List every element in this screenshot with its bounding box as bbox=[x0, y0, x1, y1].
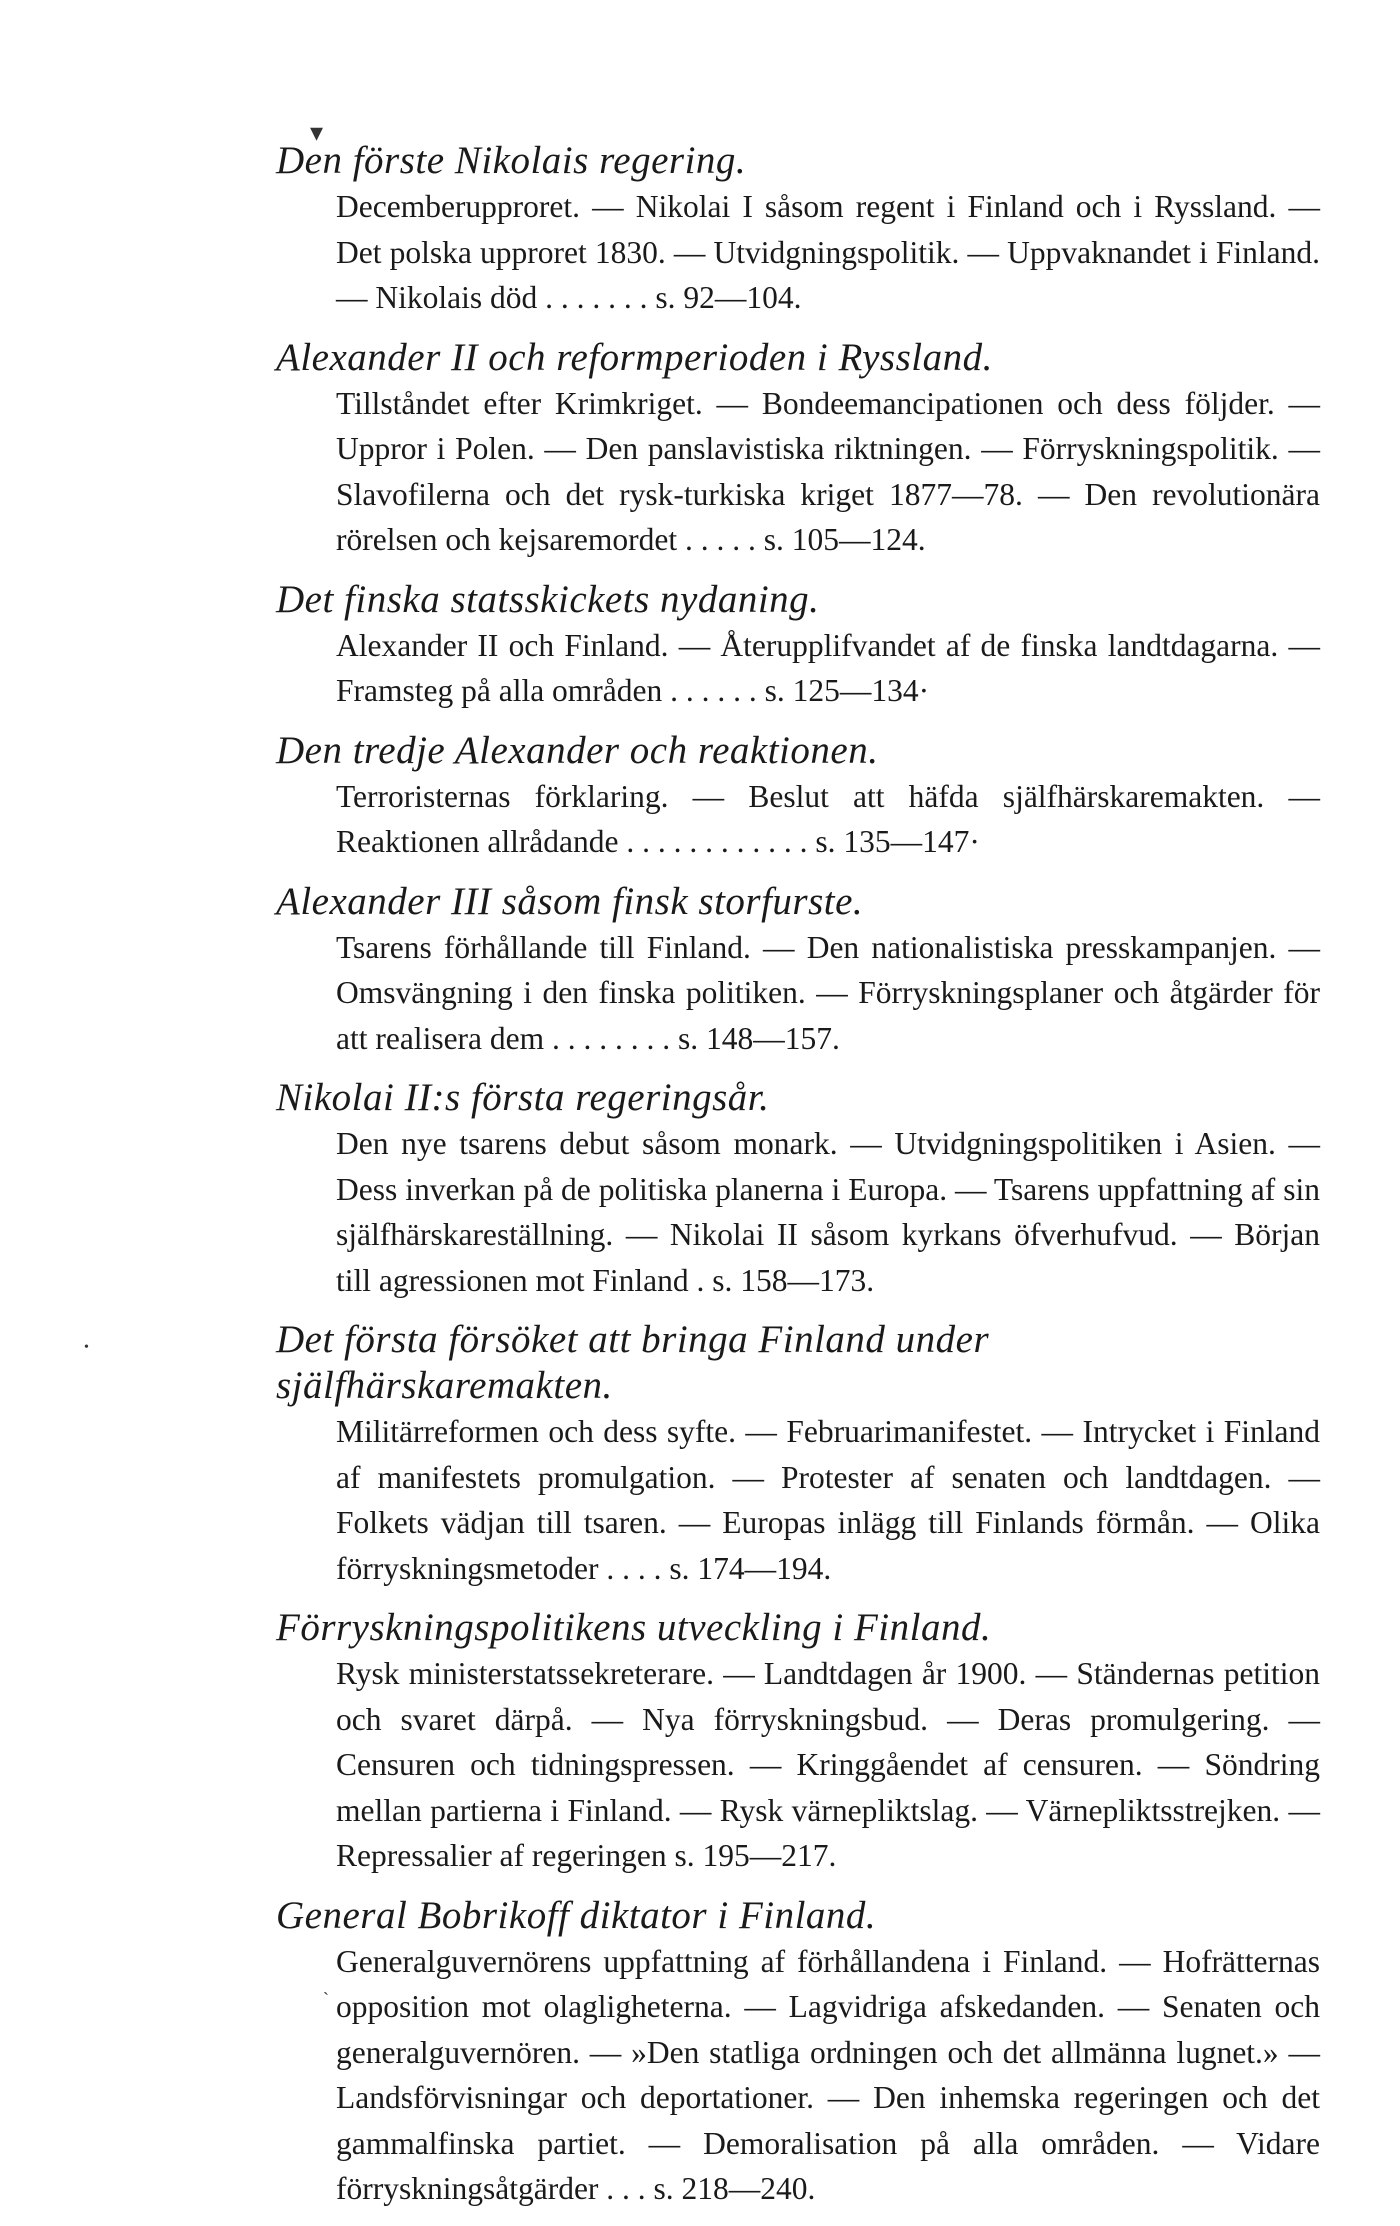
section-heading: Det finska statsskickets nydaning. bbox=[276, 577, 820, 621]
section-summary: Alexander II och Finland. — Återupplifvandet af de finska landtdagarna. — Framsteg på alla områden . . . . . . s. 125—134· bbox=[336, 627, 1320, 708]
toc-section bbox=[270, 1893, 1320, 2212]
toc-section bbox=[270, 1605, 1320, 1879]
print-speck-top: ▾ bbox=[310, 118, 324, 147]
print-speck-bottom: ˏ bbox=[323, 1975, 329, 1995]
toc-section bbox=[270, 1075, 1320, 1303]
toc-section bbox=[270, 879, 1320, 1062]
section-summary: Tsarens förhållande till Finland. — Den nationalistiska presskampanjen. — Omsvängning i den finska politiken. — Förryskningsplaner och åtgärder för att realisera dem . . . . . . . . s. 148—157. bbox=[336, 929, 1320, 1056]
section-heading: Det första försöket att bringa Finland under själfhärskaremakten. bbox=[276, 1318, 990, 1407]
section-summary: Terroristernas förklaring. — Beslut att häfda själfhärskaremakten. — Reaktionen allrådande . . . . . . . . . . . . s. 135—147· bbox=[336, 778, 1320, 859]
section-heading: Den förste Nikolais regering. bbox=[276, 139, 747, 182]
section-heading: General Bobrikoff diktator i Finland. bbox=[276, 1893, 877, 1937]
toc-section bbox=[270, 335, 1320, 563]
print-speck-left: • bbox=[84, 1340, 89, 1355]
table-of-contents bbox=[270, 138, 1320, 2226]
section-heading: Nikolai II:s första regeringsår. bbox=[276, 1076, 770, 1119]
section-summary: Tillståndet efter Krimkriget. — Bondeemancipationen och dess följder. — Uppror i Polen. — Den panslavistiska riktningen. — Förryskningspolitik. — Slavofilerna och det rysk-turkiska kriget 1877—78. — Den revolutionära rörelsen och kejsaremordet . . . . . s. 105—124. bbox=[336, 385, 1320, 557]
section-summary: Militärreformen och dess syfte. — Februarimanifestet. — Intrycket i Finland af manifestets promulgation. — Protester af senaten och landtdagen. — Folkets vädjan till tsaren. — Europas inlägg till Finlands förmån. — Olika förryskningsmetoder . . . . s. 174—194. bbox=[336, 1414, 1320, 1586]
toc-section bbox=[270, 138, 1320, 321]
section-heading: Förryskningspolitikens utveckling i Finland. bbox=[276, 1606, 992, 1649]
toc-section bbox=[270, 577, 1320, 714]
section-heading: Den tredje Alexander och reaktionen. bbox=[276, 728, 879, 772]
section-summary: Rysk ministerstatssekreterare. — Landtdagen år 1900. — Ständernas petition och svaret därpå. — Nya förryskningsbud. — Deras promulgering. — Censuren och tidningspressen. — Kringgåendet af censuren. — Söndring mellan partierna i Finland. — Rysk värnepliktslag. — Värnepliktsstrejken. — Repressalier af regeringen s. 195—217. bbox=[336, 1656, 1320, 1873]
toc-section bbox=[270, 728, 1320, 865]
section-summary: Generalguvernörens uppfattning af förhållandena i Finland. — Hofrätternas opposition mot olagligheterna. — Lagvidriga afskedanden. — Senaten och generalguvernören. — »Den statliga ordningen och det allmänna lugnet.» — Landsförvisningar och deportationer. — Den inhemska regeringen och det gammalfinska partiet. — Demoralisation på alla områden. — Vidare förryskningsåtgärder . . . s. 218—240. bbox=[336, 1943, 1320, 2206]
section-summary: Decemberupproret. — Nikolai I såsom regent i Finland och i Ryssland. — Det polska upproret 1830. — Utvidgningspolitik. — Uppvaknandet i Finland. — Nikolais död . . . . . . . s. 92—104. bbox=[336, 189, 1320, 315]
section-heading: Alexander II och reformperioden i Ryssland. bbox=[276, 335, 993, 379]
section-heading: Alexander III såsom finsk storfurste. bbox=[276, 879, 864, 923]
section-summary: Den nye tsarens debut såsom monark. — Utvidgningspolitiken i Asien. — Dess inverkan på de politiska planerna i Europa. — Tsarens uppfattning af sin själfhärskareställning. — Nikolai II såsom kyrkans öfverhufvud. — Början till agressionen mot Finland . s. 158—173. bbox=[336, 1126, 1320, 1298]
toc-section bbox=[270, 1317, 1320, 1591]
